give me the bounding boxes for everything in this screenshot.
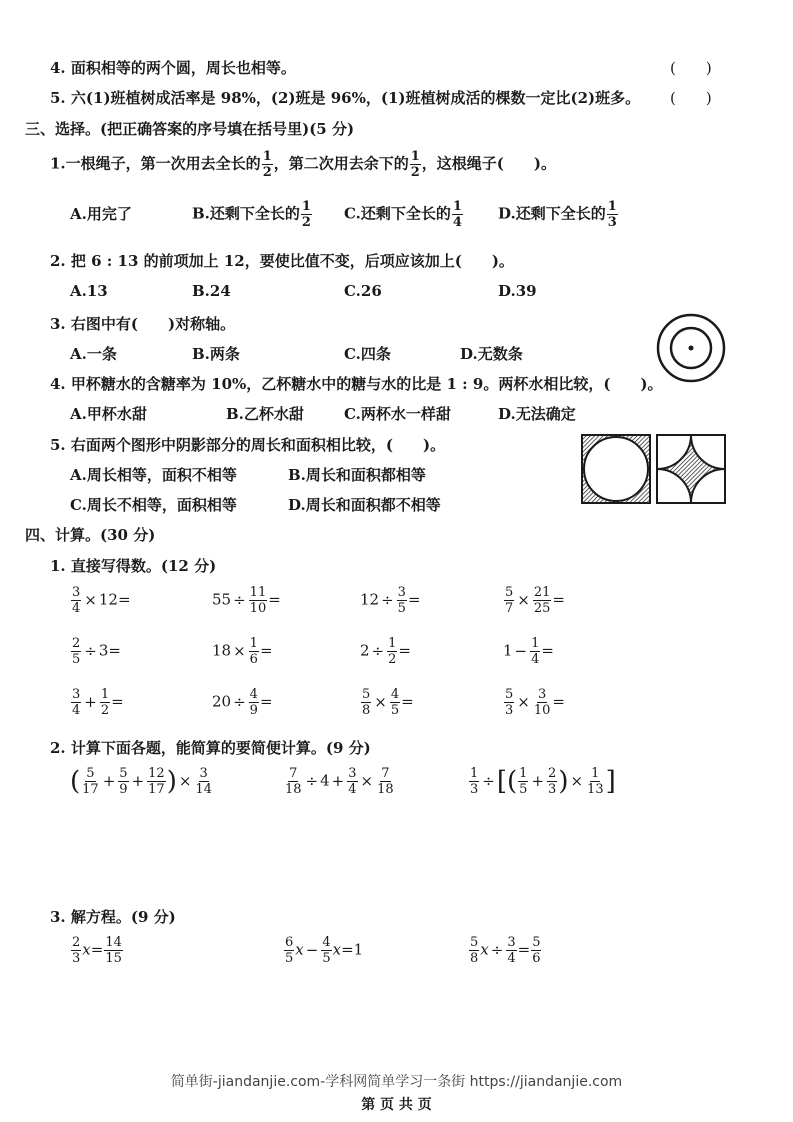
calc-item: $\frac{5}{8}$ × $\frac{4}{5}$ = bbox=[362, 687, 414, 718]
option-b[interactable]: B.两条 bbox=[192, 345, 240, 363]
option-d[interactable]: D.还剩下全长的 $\frac{1}{3}$ bbox=[498, 199, 617, 230]
option-d[interactable]: D.39 bbox=[498, 282, 537, 300]
calc-item: 55 ÷ $\frac{11}{10}$ = bbox=[212, 585, 281, 616]
option-c[interactable]: C.还剩下全长的 $\frac{1}{4}$ bbox=[344, 199, 462, 230]
calc-item: 18 × $\frac{1}{6}$ = bbox=[212, 636, 273, 667]
equation: $\frac{2}{3}$ x= $\frac{14}{15}$ bbox=[72, 935, 122, 966]
shaded-figures bbox=[580, 433, 728, 505]
question-text: ，这根绳子( )。 bbox=[421, 154, 556, 173]
option-b[interactable]: B.乙杯水甜 bbox=[226, 405, 304, 423]
section-title: 四、计算。(30 分) bbox=[25, 526, 156, 544]
question-text: 六(1)班植树成活率是 98%，(2)班是 96%，(1)班植树成活的棵数一定比(2)班多。 bbox=[70, 89, 641, 107]
option-c[interactable]: C.两杯水一样甜 bbox=[344, 405, 451, 423]
answer-paren[interactable]: ( ) bbox=[670, 59, 712, 77]
option-c[interactable]: C.四条 bbox=[344, 345, 391, 363]
question-text: 一根绳子，第一次用去全长的 bbox=[65, 154, 261, 173]
calc-expression: ( $\frac{5}{17}$ + $\frac{5}{9}$ + $\frac{12}{17}$ ) × $\frac{3}{14}$ bbox=[70, 766, 212, 797]
option-c[interactable]: C.周长不相等，面积相等 bbox=[70, 496, 237, 514]
question-text: 右图中有( )对称轴。 bbox=[70, 315, 236, 333]
option-a[interactable]: A.周长相等，面积不相等 bbox=[70, 466, 237, 484]
question-number: 2. bbox=[50, 252, 66, 270]
option-d[interactable]: D.周长和面积都不相等 bbox=[288, 496, 441, 514]
question-number: 3. bbox=[50, 315, 66, 333]
question-number: 4. bbox=[50, 375, 66, 393]
option-b[interactable]: B.还剩下全长的 $\frac{1}{2}$ bbox=[192, 199, 311, 230]
choice-q5 bbox=[50, 434, 445, 455]
page-number: 第 页 共 页 bbox=[361, 1097, 432, 1113]
subsection-title: 1. 直接写得数。(12 分) bbox=[50, 557, 217, 575]
judge-q4 bbox=[50, 57, 296, 78]
calc-item: $\frac{3}{4}$ × 12= bbox=[72, 585, 131, 616]
concentric-circles-figure bbox=[655, 312, 727, 384]
calc-item: $\frac{2}{5}$ ÷ 3= bbox=[72, 636, 121, 667]
judge-q5 bbox=[50, 87, 640, 108]
calc-expression: $\frac{7}{18}$ ÷ 4 + $\frac{3}{4}$ × $\frac{7}{18}$ bbox=[285, 766, 394, 797]
fraction: $\frac{1}{2}$ bbox=[262, 149, 272, 180]
question-text: ，第二次用去余下的 bbox=[273, 154, 409, 173]
calc-item: $\frac{3}{4}$ + $\frac{1}{2}$ = bbox=[72, 687, 124, 718]
equation: $\frac{5}{8}$ x ÷ $\frac{3}{4}$ = $\frac{5}{6}$ bbox=[470, 935, 541, 966]
option-a[interactable]: A.用完了 bbox=[70, 205, 132, 223]
question-number: 5. bbox=[50, 436, 66, 454]
calc-item: $\frac{5}{3}$ × $\frac{3}{10}$ = bbox=[505, 687, 565, 718]
question-number: 1. bbox=[50, 154, 66, 173]
question-text: 右面两个图形中阴影部分的周长和面积相比较，( )。 bbox=[70, 436, 446, 454]
question-text: 面积相等的两个圆，周长也相等。 bbox=[70, 59, 296, 77]
footer-watermark: 简单街-jiandanjie.com-学科网简单学习一条街 https://jiandanjie.com bbox=[170, 1074, 623, 1090]
option-b[interactable]: B.24 bbox=[192, 282, 231, 300]
choice-q4 bbox=[50, 373, 663, 394]
choice-q3 bbox=[50, 313, 235, 334]
option-a[interactable]: A.一条 bbox=[70, 345, 117, 363]
answer-paren[interactable]: ( ) bbox=[670, 89, 712, 107]
option-b[interactable]: B.周长和面积都相等 bbox=[288, 466, 426, 484]
fraction: $\frac{1}{2}$ bbox=[410, 149, 420, 180]
subsection-title: 3. 解方程。(9 分) bbox=[50, 908, 176, 926]
calc-item: 12 ÷ $\frac{3}{5}$ = bbox=[360, 585, 421, 616]
question-text: 把 6 : 13 的前项加上 12，要使比值不变，后项应该加上( )。 bbox=[70, 252, 514, 270]
calc-item: $\frac{5}{7}$ × $\frac{21}{25}$ = bbox=[505, 585, 565, 616]
option-a[interactable]: A.13 bbox=[70, 282, 108, 300]
choice-q1 bbox=[50, 150, 556, 179]
calc-item: 20 ÷ $\frac{4}{9}$ = bbox=[212, 687, 273, 718]
calc-expression: $\frac{1}{3}$ ÷[( $\frac{1}{5}$ + $\frac{2}{3}$ ) × $\frac{1}{13}$ ] bbox=[470, 766, 616, 797]
calc-item: 1 − $\frac{1}{4}$ = bbox=[503, 636, 554, 667]
question-text: 甲杯糖水的含糖率为 10%，乙杯糖水中的糖与水的比是 1 : 9。两杯水相比较，( )。 bbox=[70, 375, 663, 393]
subsection-title: 2. 计算下面各题，能简算的要简便计算。(9 分) bbox=[50, 739, 371, 757]
option-c[interactable]: C.26 bbox=[344, 282, 382, 300]
equation: $\frac{6}{5}$ x − $\frac{4}{5}$ x=1 bbox=[285, 935, 364, 966]
option-d[interactable]: D.无法确定 bbox=[498, 405, 576, 423]
option-a[interactable]: A.甲杯水甜 bbox=[70, 405, 147, 423]
section-title: 三、选择。(把正确答案的序号填在括号里)(5 分) bbox=[25, 120, 355, 138]
choice-q2 bbox=[50, 250, 514, 271]
option-d[interactable]: D.无数条 bbox=[460, 345, 523, 363]
question-number: 5. bbox=[50, 89, 66, 107]
question-number: 4. bbox=[50, 59, 66, 77]
calc-item: 2 ÷ $\frac{1}{2}$ = bbox=[360, 636, 411, 667]
